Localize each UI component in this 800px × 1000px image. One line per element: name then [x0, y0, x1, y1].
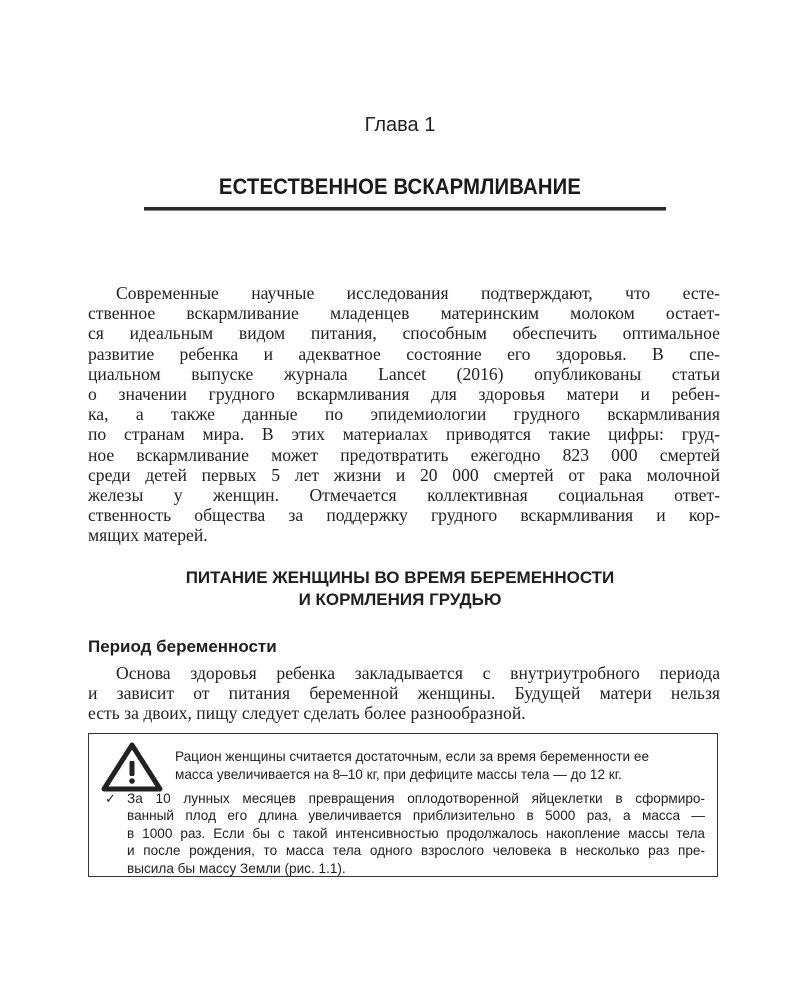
section-heading [0, 567, 800, 611]
subsection-heading: Период беременности [88, 637, 277, 656]
text-line: мящих матерей. [88, 525, 208, 546]
text-line: о значении грудного вскармливания для здоровья матери и ребен- [88, 384, 720, 405]
text-line: Основа здоровья ребенка закладывается с внутриутробного периода [116, 663, 720, 683]
note-box [88, 733, 718, 877]
checkmark-bullet-icon: ✓ [105, 792, 116, 807]
text-line: развитие ребенка и адекватное состояние его здоровья. В спе- [88, 343, 720, 364]
text-line: в 1000 раз. Если бы с такой интенсивностью продолжалось накопление массы тела [127, 825, 705, 841]
text-line: и зависит от питания беременной женщины. Будущей матери нельзя [88, 683, 720, 704]
text-line: по странам мира. В этих материалах приводятся такие цифры: груд- [88, 424, 720, 445]
subsection-paragraph [88, 663, 720, 724]
section-heading-line: И КОРМЛЕНИЯ ГРУДЬЮ [298, 590, 502, 609]
section-heading-line: ПИТАНИЕ ЖЕНЩИНЫ ВО ВРЕМЯ БЕРЕМЕННОСТИ [185, 568, 615, 587]
text-line: есть за двоих, пищу следует сделать более разнообразной. [88, 703, 526, 724]
bullet-text [127, 790, 705, 877]
text-line: циальном выпуске журнала Lancet (2016) опубликованы статьи [88, 363, 720, 384]
text-line: Рацион женщины считается достаточным, если за время беременности ее [175, 749, 650, 764]
text-line: масса увеличивается на 8–10 кг, при дефиците массы тела — до 12 кг. [175, 767, 622, 782]
text-line: Современные научные исследования подтверждают, что есте- [116, 283, 720, 303]
warning-triangle-icon [101, 742, 163, 792]
text-line: ванный плод его длина увеличивается приблизительно в 5000 раз, а масса — [127, 808, 705, 824]
text-line: и после рождения, то масса тела одного взрослого человека в несколько раз пре- [127, 843, 705, 859]
text-line: За 10 лунных месяцев превращения оплодотворенной яйцеклетки в сформиро- [127, 791, 705, 806]
text-line: железы у женщин. Отмечается коллективная социальная ответ- [88, 485, 720, 506]
warning-text [175, 748, 705, 784]
intro-paragraph [88, 283, 720, 546]
text-line: ся идеальным видом питания, способным обеспечить оптимальное [88, 323, 720, 344]
text-line: ка, а также данные по эпидемиологии грудного вскармливания [88, 404, 720, 425]
text-line: ственность общества за поддержку грудного вскармливания и кор- [88, 505, 720, 526]
chapter-title: ЕСТЕСТВЕННОЕ ВСКАРМЛИВАНИЕ [218, 174, 582, 199]
text-line: среди детей первых 5 лет жизни и 20 000 смертей от рака молочной [88, 464, 720, 485]
chapter-label: Глава 1 [364, 114, 436, 136]
title-underline-rule [144, 207, 666, 210]
text-line: ное вскармливание может предотвратить ежегодно 823 000 смертей [88, 444, 720, 465]
text-line: ственное вскармливание младенцев материнским молоком остает- [88, 303, 720, 324]
text-line: высила бы массу Земли (рис. 1.1). [127, 860, 346, 876]
